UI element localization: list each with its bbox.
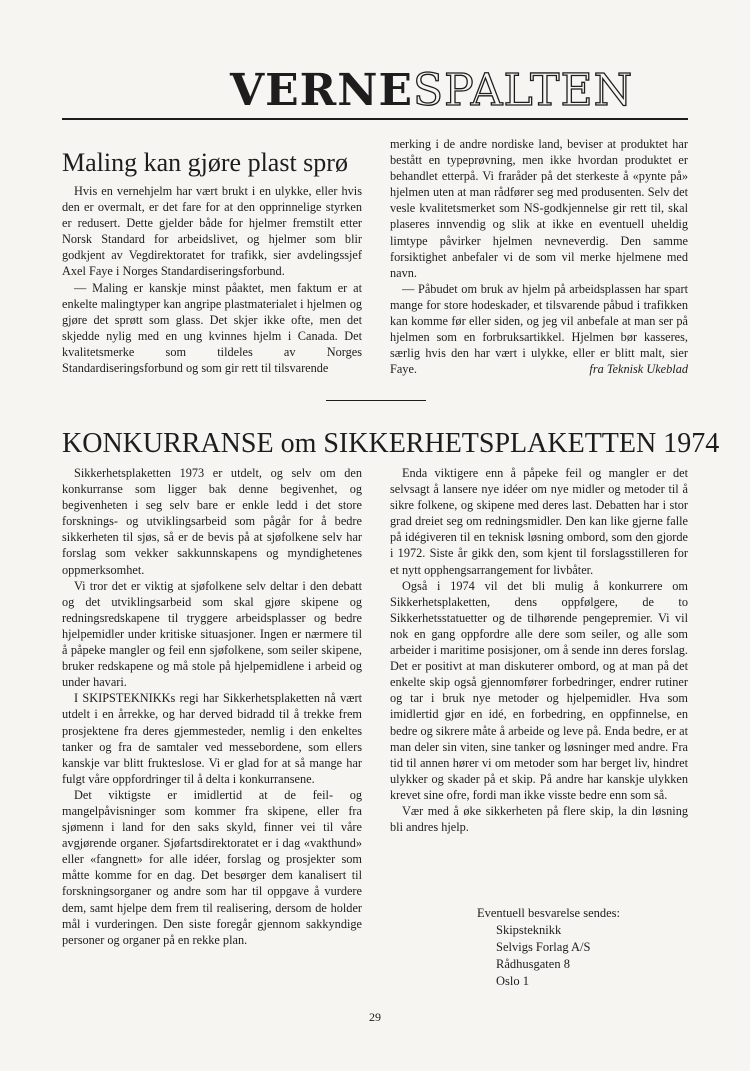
article1-right-column [390, 136, 688, 377]
article2-right-column [390, 465, 688, 835]
article2-right-paragraph: Vær med å øke sikkerheten på flere skip, la din løsning bli andres hjelp. [390, 803, 688, 835]
masthead-part1: VERNE [230, 65, 413, 116]
address-line: Skipsteknikk [496, 923, 562, 937]
submission-address [477, 905, 687, 990]
article2-right-paragraph: Enda viktigere enn å påpeke feil og mangler er det selvsagt å lansere nye idéer om nye midler og metoder til å sikre folkene, og skipene med deres last. Debatten har i stor grad dreiet seg om redningsmidler. Den kan like gjerne falle på idégiveren til en teknisk løsning ombord, som den gjorde i 1972. Siste år gikk den, som kjent til forslagsstilleren for et nytt opphengsarrangement for livbåter. [390, 466, 688, 577]
masthead-rule [62, 118, 688, 120]
article1-left-paragraph: — Maling er kanskje minst påaktet, men faktum er at enkelte malingtyper kan angripe plastmaterialet i hjelmen og gjøre det sprøtt som glass. Det skjer ikke ofte, men det skjedde nylig med en ung kvinnes hjelm i Canada. Det kvalitetsmerke som tildeles av Norges Standardiseringsforbund og som gir rett til tilsvarende [62, 280, 362, 376]
article2-left-paragraph: Sikkerhetsplaketten 1973 er utdelt, og selv om den konkurranse som ligger bak denne begivenhet, og begivenheten i seg selv bare er enkle ledd i det store forsknings- og utviklingsarbeid som pågår for å bedre sikkerheten til sjøs, så er de bevis på at sjøfolkene selv har forslag som vekker sakkunnskapens og myndighetenes oppmerksomhet. [62, 466, 362, 577]
article1-right-paragraph [390, 281, 688, 378]
section-divider [326, 400, 426, 401]
article2-left-paragraph: I SKIPSTEKNIKKs regi har Sikkerhetsplaketten nå vært utdelt i en årrekke, og har derved bidradd til å trekke frem prosjektene fra deres gjemmesteder, nemlig i den enkeltes tanker og fra de samtaler ved messebordene, som ellers kanskje var blitt frukteslose. Vi er glad for at så mange har fulgt våre oppfordringer til å delta i konkurransene. [62, 691, 362, 786]
article2-title: KONKURRANSE om SIKKERHETSPLAKETTEN 1974 [62, 428, 720, 459]
address-line: Rådhusgaten 8 [496, 957, 570, 971]
page-number: 29 [369, 1010, 381, 1024]
article2-right-paragraph: Også i 1974 vil det bli mulig å konkurrere om Sikkerhetsplaketten, dens oppfølgere, de to Sikkerhetsstatuetter og de tilhørende pengepremier. Vi vil nok en gang oppfordre alle dere som seiler, og alle som arbeider i maritime posisjoner, om å sende inn deres forslag. Det er positivt at man diskuterer ombord, og at man på det enkelte skip også gjennomfører forbedringer, endrer rutiner og tar i bruk nye metoder og hjelpemidler. Hva som imidlertid gjør en idé, en forbedring, en oppfinnelse, en bedre og sikrere måte å arbeide og leve på. Enda bedre, er at man deler sin viten, sine tanker og løsninger med andre. Fra tid til annen hører vi om metoder som har berget liv, hindret ulykker og skader på et skip. På andre har kanskje ulykken krevet sine ofre, fordi man ikke visste bedre enn som så. [390, 578, 688, 802]
article1-right-paragraph: merking i de andre nordiske land, beviser at produktet har bestått en typeprøvning, men ikke hvordan produktet er behandlet etterpå. Vi fraråder på det sterkeste å «pynte på» hjelmen uten at man rådfører seg med produsenten. Selv det vesle kvalitetsmerket som NS-godkjennelse gir rett til, skal plaseres innvendig og slik at ikke en eventuell uheldig limtype påvirker hjelmen nevneverdig. Den samme forsiktighet anbefaler vi de som vil merke hjelmene med navn. [390, 137, 688, 280]
article2-left-paragraph: Vi tror det er viktig at sjøfolkene selv deltar i den debatt og det utviklingsarbeid som skal gjøre skipene og redningsredskapene til tryggere arbeidsplasser og bedre hjelpemidler under kritiske situasjoner. Ingen er nærmere til å påpeke mangler og feil enn sjøfolkene, som seiler skipene, bruker redskapene og må stole på hjelpemidlene i arbeid og under havari. [62, 578, 362, 690]
article1-title: Maling kan gjøre plast sprø [62, 148, 348, 177]
article1-left-paragraph: Hvis en vernehjelm har vært brukt i en ulykke, eller hvis den er overmalt, er det fare for at den opprinnelige styrken er redusert. Dette gjelder både for hjelmer fremstilt etter Norsk Standard for arbeidslivet, og hjelmer som blir godkjent av Vegdirektoratet for trafikk, sier avdelingssjef Axel Faye i Norges Standardiseringsforbund. [62, 184, 362, 279]
address-intro: Eventuell besvarelse sendes: [477, 906, 621, 920]
article1-credit: fra Teknisk Ukeblad [589, 362, 688, 377]
address-line: Selvigs Forlag A/S [496, 940, 591, 954]
article1-left-column [62, 183, 362, 376]
address-line: Oslo 1 [496, 974, 529, 988]
article2-left-paragraph: Det viktigste er imidlertid at de feil- og mangelpåvisninger som kommer fra skipene, eller fra sjømenn i land for den saks skyld, finner vei til våre avgjørende organer. Sjøfartsdirektoratet er i dag «vakthund» eller «fangnett» for alle idéer, forslag og prosjekter som måtte komme for en dag. Det besørger dem kanalisert til forskningsorganer og andre som har til oppgave å vurdere dem, samt hjelpe dem frem til realisering, dersom de holder mål i vurderingen. Den siste foregår gjennom sakkyndige personer og organer på en rekke plan. [62, 787, 362, 947]
masthead-part2: SPALTEN [413, 65, 634, 116]
article2-left-column [62, 465, 362, 948]
masthead-vernespalten [230, 66, 688, 116]
article1-right-paragraph-text: — Påbudet om bruk av hjelm på arbeidsplassen har spart mange for store hodeskader, et tilsvarende påbud i trafikken kan komme før eller siden, og jeg vil anbefale at man ser på hjelmen som en forbruksartikkel. Hjelmen bør kasseres, særlig hvis den har vært i ulykke, eller er blitt malt, sier Faye. [390, 281, 688, 377]
